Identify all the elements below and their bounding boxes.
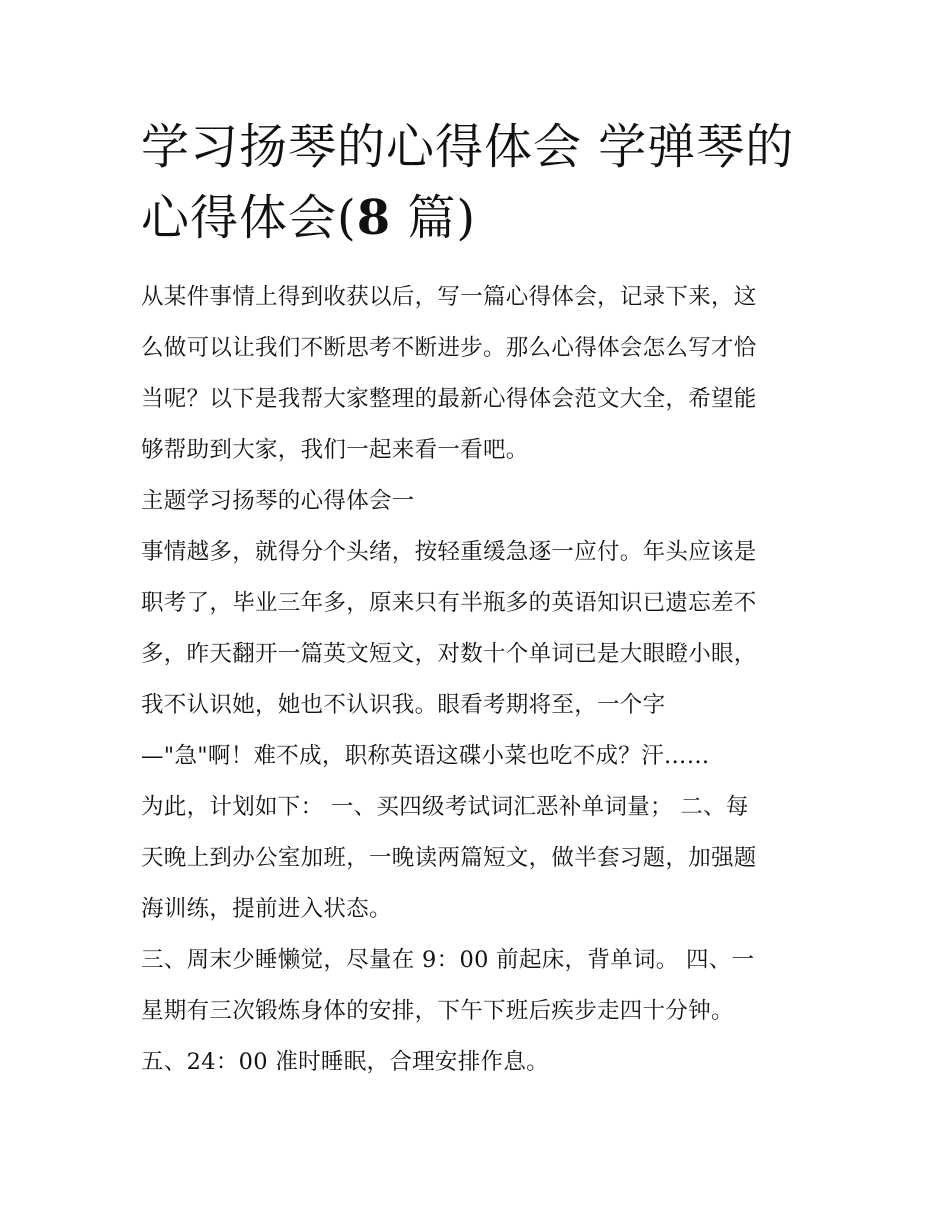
title-line-2-suffix: 篇) bbox=[391, 190, 477, 246]
plan-paragraph bbox=[141, 1037, 813, 1088]
text-line: 么做可以让我们不断思考不断进步。那么心得体会怎么写才恰 bbox=[141, 335, 757, 361]
text-line: 星期有三次锻炼身体的安排，下午下班后疾步走四十分钟。 bbox=[141, 998, 734, 1024]
title-line-2-text: 心得体会( bbox=[141, 190, 357, 246]
text-line: 职考了，毕业三年多，原来只有半瓶多的英语知识已遗忘差不 bbox=[141, 590, 757, 616]
text-line: 海训练，提前进入状态。 bbox=[141, 896, 392, 922]
text-line: 事情越多，就得分个头绪，按轻重缓急逐一应付。年头应该是 bbox=[141, 539, 757, 565]
title-line-1: 学习扬琴的心得体会 学弹琴的 bbox=[141, 119, 795, 175]
plan-paragraph bbox=[141, 782, 813, 935]
document-title bbox=[141, 112, 813, 254]
intro-paragraph bbox=[141, 272, 813, 476]
plan-paragraph bbox=[141, 935, 813, 1037]
body-paragraph bbox=[141, 527, 813, 731]
text-line: 当呢？以下是我帮大家整理的最新心得体会范文大全，希望能 bbox=[141, 386, 757, 412]
text-line: —"急"啊！难不成，职称英语这碟小菜也吃不成？汗…… bbox=[141, 743, 710, 769]
title-article-count: 8 bbox=[356, 190, 392, 246]
text-line: 够帮助到大家，我们一起来看一看吧。 bbox=[141, 437, 529, 463]
text-line: 从某件事情上得到收获以后，写一篇心得体会，记录下来，这 bbox=[141, 284, 757, 310]
text-line: 天晚上到办公室加班，一晚读两篇短文，做半套习题，加强题 bbox=[141, 845, 757, 871]
text-line: 多，昨天翻开一篇英文短文，对数十个单词已是大眼瞪小眼， bbox=[141, 641, 757, 667]
document-page bbox=[141, 112, 813, 1088]
text-line: 五、24：00 准时睡眠，合理安排作息。 bbox=[141, 1049, 549, 1075]
section-heading bbox=[141, 476, 813, 527]
text-line: 我不认识她，她也不认识我。眼看考期将至，一个字 bbox=[141, 692, 666, 718]
text-line: 三、周末少睡懒觉，尽量在 9：00 前起床，背单词。 四、一 bbox=[141, 947, 755, 973]
text-line: 为此，计划如下： 一、买四级考试词汇恶补单词量； 二、每 bbox=[141, 794, 749, 820]
text-line: 主题学习扬琴的心得体会一 bbox=[141, 488, 415, 514]
title-line-2 bbox=[141, 183, 813, 254]
body-paragraph bbox=[141, 731, 813, 782]
